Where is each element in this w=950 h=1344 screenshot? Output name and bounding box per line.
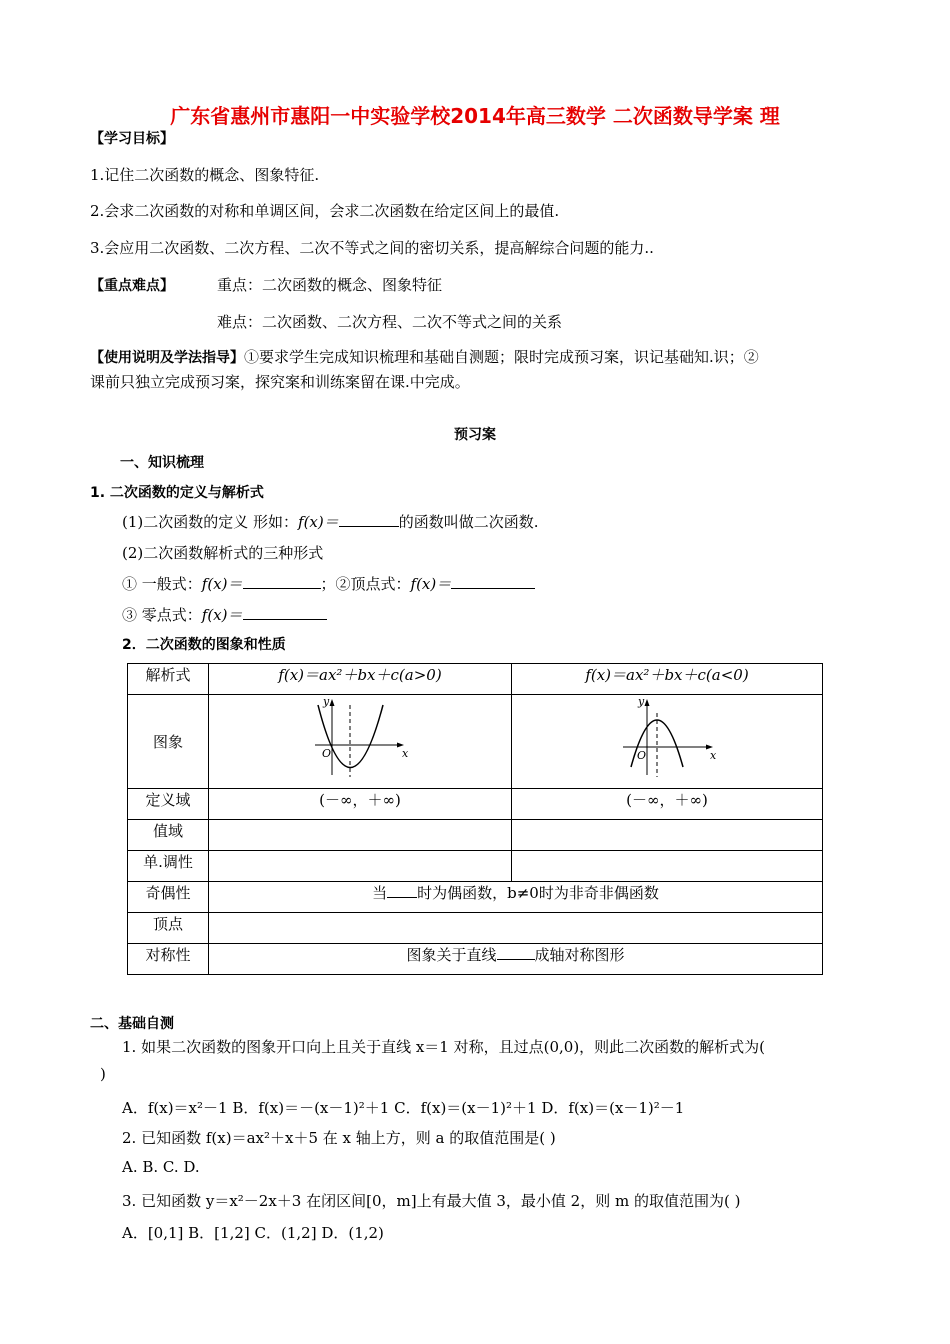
- question-3: 3. 已知函数 y＝x²－2x＋3 在闭区间[0，m]上有最大值 3，最小值 2，则 m 的取值范围为( ): [122, 1192, 741, 1210]
- monotonicity-negative[interactable]: [512, 851, 823, 882]
- table-row: [128, 820, 823, 851]
- row-label-vertex: 顶点: [128, 913, 209, 944]
- table-row: [128, 695, 823, 789]
- row-label-graph: 图象: [128, 695, 209, 789]
- origin-label: O: [322, 747, 332, 760]
- document-title: 广东省惠州市惠阳一中实验学校2014年高三数学 二次函数导学案 理: [170, 104, 780, 128]
- zero-form-line: [122, 604, 327, 625]
- upward-parabola-graph: [310, 695, 410, 783]
- symmetry-cell: [209, 944, 823, 975]
- graph-upward-cell: [209, 695, 512, 789]
- row-label-range: 值域: [128, 820, 209, 851]
- instructions-text-1: ①要求学生完成知识梳理和基础自测题；限时完成预习案，识记基础知.识；②: [244, 348, 759, 366]
- range-negative[interactable]: [512, 820, 823, 851]
- vertex-cell[interactable]: [209, 913, 823, 944]
- row-label-parity: 奇偶性: [128, 882, 209, 913]
- general-form-blank[interactable]: [243, 574, 321, 589]
- table-row: [128, 913, 823, 944]
- symmetry-text-start: 图象关于直线: [406, 946, 497, 964]
- zero-form-blank[interactable]: [243, 605, 327, 620]
- table-row: [128, 882, 823, 913]
- parity-cell: [209, 882, 823, 913]
- fx-label: f(x)＝: [201, 606, 243, 624]
- symmetry-blank[interactable]: [497, 945, 535, 960]
- forms-line: (2)二次函数解析式的三种形式: [122, 544, 324, 562]
- row-label-formula: 解析式: [128, 664, 209, 695]
- definition-text-end: 的函数叫做二次函数.: [398, 513, 539, 531]
- question-1-options: A．f(x)＝x²－1 B．f(x)＝－(x－1)²＋1 C．f(x)＝(x－1)²＋1 D．f(x)＝(x－1)²－1: [122, 1099, 685, 1117]
- definition-line: [122, 511, 539, 532]
- instructions-line-1: [90, 346, 759, 367]
- definition-blank[interactable]: [339, 512, 399, 527]
- objective-1: 1.记住二次函数的概念、图象特征.: [90, 166, 320, 184]
- symmetry-text-end: 成轴对称图形: [534, 946, 625, 964]
- fx-label: f(x)＝: [410, 575, 452, 593]
- vertex-form-label: ；②顶点式：: [320, 575, 411, 593]
- parity-text-end: 时为偶函数，b≠0时为非奇非偶函数: [417, 884, 659, 902]
- parity-blank[interactable]: [387, 883, 417, 898]
- row-label-domain: 定义域: [128, 789, 209, 820]
- domain-positive: (－∞，＋∞): [209, 789, 512, 820]
- preview-heading: 预习案: [454, 427, 496, 443]
- properties-table: [127, 663, 823, 975]
- table-row: [128, 789, 823, 820]
- y-axis-label: y: [323, 695, 330, 708]
- general-form-label: ① 一般式：: [122, 575, 202, 593]
- domain-negative: (－∞，＋∞): [512, 789, 823, 820]
- graph-downward-cell: [512, 695, 823, 789]
- objective-2: 2.会求二次函数的对称和单调区间，会求二次函数在给定区间上的最值.: [90, 202, 560, 220]
- item-definition: 1. 二次函数的定义与解析式: [90, 485, 264, 501]
- x-axis-label: x: [710, 749, 717, 762]
- question-1: 1. 如果二次函数的图象开口向上且关于直线 x＝1 对称，且过点(0,0)，则此二次函数的解析式为(: [122, 1038, 766, 1056]
- formula-positive: f(x)＝ax²＋bx＋c(a>0): [209, 664, 512, 695]
- table-row: [128, 851, 823, 882]
- keypoints-heading: 【重点难点】: [90, 278, 174, 294]
- section-knowledge: 一、知识梳理: [120, 455, 204, 471]
- instructions-line-2: 课前只独立完成预习案，探究案和训练案留在课.中完成。: [90, 373, 470, 391]
- origin-label: O: [637, 749, 647, 762]
- instructions-heading: 【使用说明及学法指导】: [90, 350, 244, 366]
- question-3-options: A．[0,1] B．[1,2] C．(1,2] D．(1,2): [122, 1224, 384, 1242]
- question-2: 2. 已知函数 f(x)＝ax²＋x＋5 在 x 轴上方，则 a 的取值范围是( ): [122, 1129, 556, 1147]
- table-row: [128, 944, 823, 975]
- fx-label: f(x)＝: [298, 513, 339, 531]
- x-axis-label: x: [402, 747, 409, 760]
- y-axis-label: y: [638, 695, 645, 708]
- question-1-end: ): [100, 1065, 106, 1083]
- zero-form-label: ③ 零点式：: [122, 606, 202, 624]
- item-graph-properties: 2．二次函数的图象和性质: [122, 637, 286, 653]
- formula-negative: f(x)＝ax²＋bx＋c(a<0): [512, 664, 823, 695]
- fx-label: f(x)＝: [201, 575, 243, 593]
- selftest-heading: 二、基础自测: [90, 1016, 174, 1032]
- question-2-options: A. B. C. D.: [122, 1158, 200, 1176]
- key-point: 重点：二次函数的概念、图象特征: [217, 276, 443, 294]
- objectives-heading: 【学习目标】: [90, 131, 174, 147]
- monotonicity-positive[interactable]: [209, 851, 512, 882]
- parity-text-start: 当: [372, 884, 388, 902]
- table-row: [128, 664, 823, 695]
- objective-3: 3.会应用二次函数、二次方程、二次不等式之间的密切关系，提高解综合问题的能力..: [90, 239, 654, 257]
- definition-text: (1)二次函数的定义 形如：: [122, 513, 299, 531]
- vertex-form-blank[interactable]: [451, 574, 535, 589]
- range-positive[interactable]: [209, 820, 512, 851]
- downward-parabola-graph: [617, 695, 717, 783]
- row-label-monotonicity: 单.调性: [128, 851, 209, 882]
- row-label-symmetry: 对称性: [128, 944, 209, 975]
- hard-point: 难点：二次函数、二次方程、二次不等式之间的关系: [217, 313, 563, 331]
- general-vertex-form-line: [122, 573, 535, 594]
